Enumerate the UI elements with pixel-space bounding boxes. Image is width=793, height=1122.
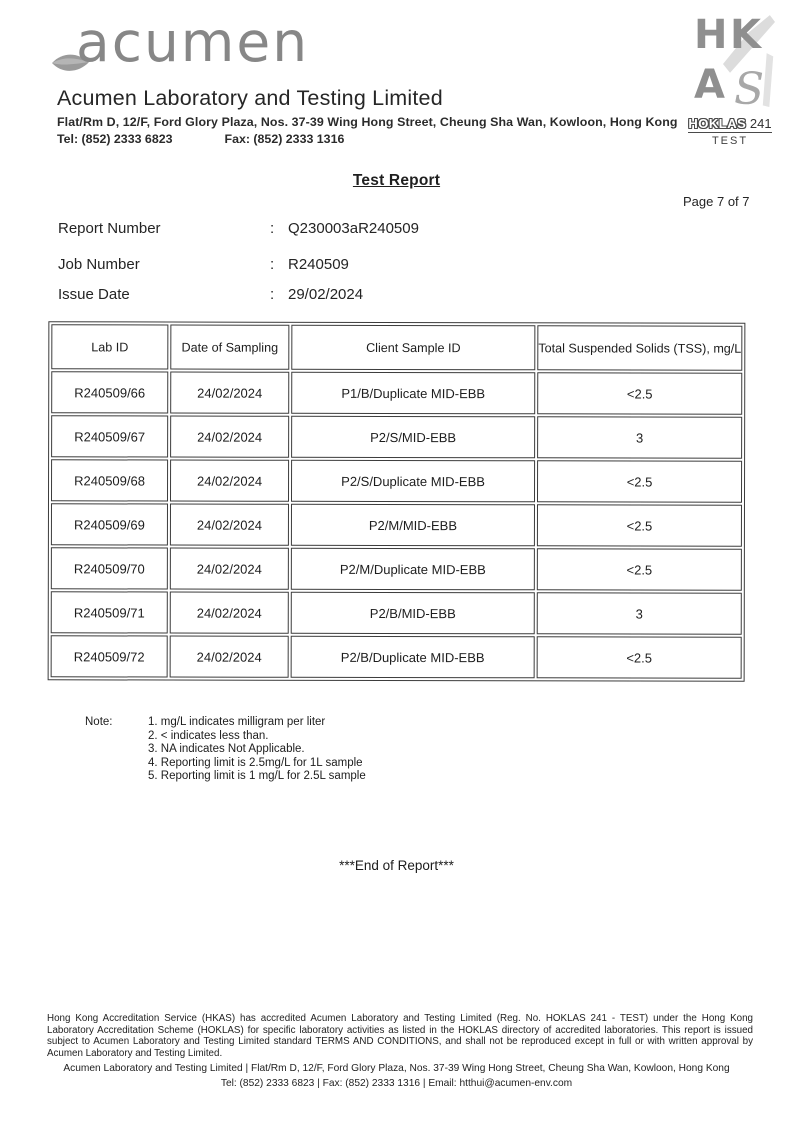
- header-client-sample-id: Client Sample ID: [291, 325, 535, 371]
- table-row: R240509/70 24/02/2024 P2/M/Duplicate MID-EBB <2.5: [51, 547, 742, 590]
- table-row: R240509/71 24/02/2024 P2/B/MID-EBB 3: [51, 591, 742, 634]
- company-telfax: [57, 132, 344, 146]
- company-address: Flat/Rm D, 12/F, Ford Glory Plaza, Nos. 37-39 Wing Hong Street, Cheung Sha Wan, Kowloon, Hong Kong: [57, 115, 678, 129]
- note-item: 4. Reporting limit is 2.5mg/L for 1L sample: [148, 756, 363, 769]
- footer-company-line: Acumen Laboratory and Testing Limited | Flat/Rm D, 12/F, Ford Glory Plaza, Nos. 37-39 Wing Hong Street, Cheung Sha Wan, Kowloon, Hong Kong: [63, 1063, 730, 1074]
- issue-date-label: Issue Date: [58, 286, 130, 303]
- page-number: Page 7 of 7: [683, 194, 750, 209]
- header-date-of-sampling: Date of Sampling: [170, 325, 289, 370]
- table-row: R240509/67 24/02/2024 P2/S/MID-EBB 3: [51, 415, 742, 458]
- logo-wordmark: acumen: [76, 10, 310, 74]
- note-item: 1. mg/L indicates milligram per liter: [148, 716, 326, 728]
- note-item: 3. NA indicates Not Applicable.: [148, 743, 305, 756]
- report-number-row: Report Number : Q230003aR240509: [58, 220, 419, 237]
- header-tss: Total Suspended Solids (TSS), mg/L: [537, 325, 742, 370]
- svg-text:H: H: [694, 12, 728, 58]
- hoklas-word: HOKLAS: [688, 116, 747, 131]
- report-number-value: Q230003aR240509: [288, 220, 419, 237]
- job-number-label: Job Number: [58, 256, 140, 273]
- hoklas-number: 241: [746, 116, 772, 131]
- note-item: 2. < indicates less than.: [148, 729, 269, 742]
- hoklas-label: [688, 116, 772, 147]
- job-number-row: Job Number : R240509: [58, 256, 349, 273]
- results-table: [48, 321, 746, 681]
- footer-contact-line: Tel: (852) 2333 6823 | Fax: (852) 2333 1316 | Email: htthui@acumen-env.com: [220, 1078, 573, 1089]
- svg-text:A: A: [694, 62, 725, 108]
- note-item: 5. Reporting limit is 1 mg/L for 2.5L sample: [148, 770, 366, 783]
- table-row: R240509/66 24/02/2024 P1/B/Duplicate MID-EBB <2.5: [51, 371, 742, 414]
- table-row: R240509/68 24/02/2024 P2/S/Duplicate MID-EBB <2.5: [51, 459, 742, 502]
- report-number-label: Report Number: [58, 220, 161, 237]
- table-row: R240509/69 24/02/2024 P2/M/MID-EBB <2.5: [51, 503, 742, 546]
- company-tel: Tel: (852) 2333 6823: [57, 132, 173, 146]
- note-list: [148, 716, 366, 784]
- hkas-emblem-icon: [686, 12, 778, 116]
- svg-text:S: S: [734, 64, 765, 115]
- table-header-row: [51, 324, 742, 370]
- issue-date-row: Issue Date : 29/02/2024: [58, 286, 364, 303]
- hoklas-test-label: TEST: [711, 135, 749, 147]
- end-of-report-marker: ***End of Report***: [339, 858, 454, 873]
- table-row: R240509/72 24/02/2024 P2/B/Duplicate MID-EBB <2.5: [51, 635, 742, 678]
- company-name: Acumen Laboratory and Testing Limited: [57, 86, 443, 110]
- hkas-accreditation-mark: [686, 12, 778, 147]
- company-fax: Fax: (852) 2333 1316: [224, 132, 345, 146]
- page-title: Test Report: [352, 172, 441, 189]
- note-label: Note:: [85, 716, 113, 728]
- job-number-value: R240509: [288, 256, 349, 273]
- footer-disclaimer: Hong Kong Accreditation Service (HKAS) has accredited Acumen Laboratory and Testing Limited (Reg. No. HOKLAS 241 - TEST) under the Hong Kong Laboratory Accreditation Scheme (HOKLAS) for specific laboratory activities as listed in the HOKLAS directory of accredited laboratories. This report is issued subject to Acumen Laboratory and Testing Limited standard TERMS AND CONDITIONS, and shall not be reproduced except in full or with written approval by Acumen Laboratory and Testing Limited.: [47, 1013, 753, 1060]
- header-lab-id: Lab ID: [51, 324, 168, 369]
- svg-text:K: K: [730, 12, 761, 58]
- issue-date-value: 29/02/2024: [288, 286, 364, 303]
